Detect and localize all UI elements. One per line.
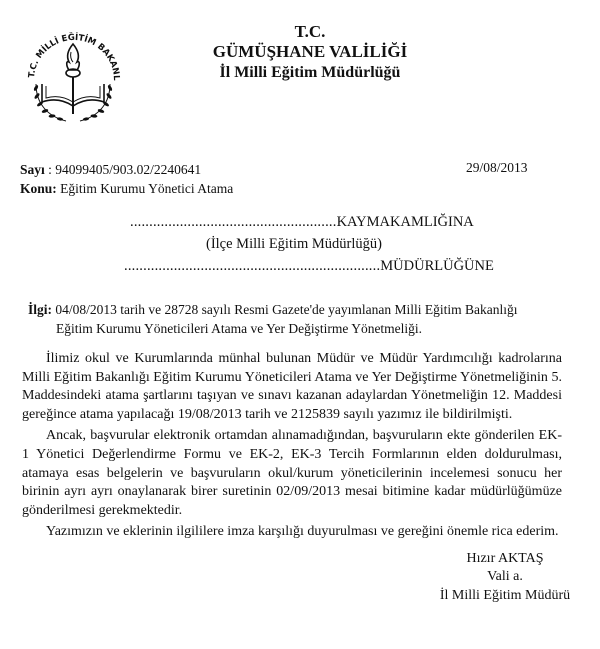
body-paragraph-2: Ancak, başvurular elektronik ortamdan alınamadığından, başvuruların ekte gönderilen EK-1 Yönetici Değerlendirme Formu ve EK-2, EK-3 Tercih Formlarının elden doldurulması, atamaya esas belgelerin ve başvuruların okul/kurum yöneticilerinin incelemesi sonucu her birinin ayrı ayrı onaylanarak birer suretinin 02/09/2013 mesai bitimine kadar müdürlüğümüze gönderilmesi gerekmektedir. [22, 428, 562, 518]
header-governorship: GÜMÜŞHANE VALİLİĞİ [212, 42, 408, 61]
ministry-seal-logo [22, 22, 124, 132]
signer-title-2: İl Milli Eğitim Müdürü [439, 587, 571, 603]
signer-name: Hızır AKTAŞ [466, 550, 544, 566]
reference-text-1: 04/08/2013 tarih ve 28728 sayılı Resmi Gazete'de yayımlanan Milli Eğitim Bakanlığı [52, 302, 518, 317]
addressee-kaymakamlik: KAYMAKAMLIĞINA [336, 214, 474, 230]
header-tc: T.C. [294, 22, 326, 41]
reference-number-label: Sayı [20, 162, 45, 177]
body-paragraph-1: İlimiz okul ve Kurumlarında münhal bulunan Müdür ve Müdür Yardımcılığı kadrolarına Milli Eğitim Bakanlığı Eğitim Kurumu Yöneticileri Atama ve Yer Değiştirme Yönetmeliğinin 5. Maddesindeki atama şartlarını taşıyan ve sınavı kazanan adaylardan Yönetmeliğin 12. Maddesi gereğince atama yapılacağı 19/08/2013 tarih ve 2125839 sayılı yazımız ile bildirilmişti. [22, 351, 562, 422]
addressee-line-1 [130, 214, 474, 231]
svg-text:T.C. MİLLİ EĞİTİM BAKANLIĞI [22, 22, 121, 81]
addressee-line-3 [124, 258, 494, 275]
signature-block [410, 550, 600, 606]
reference-line-1 [28, 301, 518, 319]
reference-number [20, 162, 201, 178]
ministry-of-education-seal-icon [22, 22, 124, 132]
subject-value: Eğitim Kurumu Yönetici Atama [56, 181, 234, 196]
header-directorate: İl Milli Eğitim Müdürlüğü [219, 64, 401, 81]
subject [20, 181, 233, 197]
document-date: 29/08/2013 [466, 160, 528, 175]
reference-number-value: : 94099405/903.02/2240641 [48, 162, 202, 177]
subject-label: Konu: [20, 181, 57, 196]
signer-title-1: Vali a. [487, 569, 523, 585]
addressee-line-2: (İlçe Milli Eğitim Müdürlüğü) [206, 236, 382, 252]
seal-text: T.C. MİLLİ EĞİTİM BAKANL [27, 32, 122, 81]
addressee-dots-1: ...................................................... [130, 214, 337, 230]
reference-label: İlgi: [28, 302, 53, 317]
body-paragraph-3: Yazımızın ve eklerinin ilgililere imza karşılığı duyurulması ve gereğini önemle rica ederim. [46, 524, 559, 540]
reference-line-2: Eğitim Kurumu Yöneticileri Atama ve Yer Değiştirme Yönetmeliği. [56, 321, 423, 336]
addressee-mudurluk: MÜDÜRLÜĞÜNE [380, 258, 494, 274]
letter-body [22, 350, 571, 605]
addressee-dots-2: ................................................................... [124, 258, 381, 274]
